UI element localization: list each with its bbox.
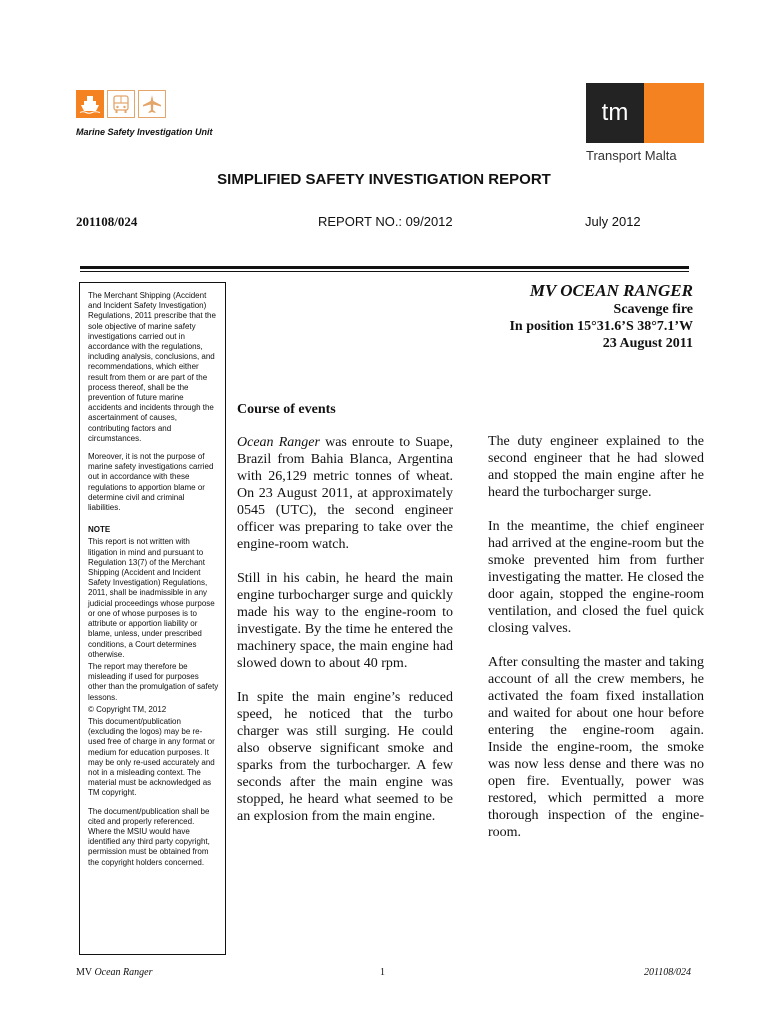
vessel-heading	[509, 281, 693, 352]
disclaimer-box	[79, 282, 226, 955]
bus-icon	[107, 90, 135, 118]
note-paragraph: The report may therefore be misleading if used for purposes other than the promulgation of safety lessons.	[88, 661, 219, 702]
body-paragraph: Still in his cabin, he heard the main engine turbocharger surge and quickly made his way to the engine-room to investigate. By the time he entered the machinery space, the main engine had slowed down to about 40 rpm.	[237, 571, 453, 671]
tm-logo-caption: Transport Malta	[586, 148, 677, 163]
divider-thin	[80, 271, 689, 272]
incident-type: Scavenge fire	[613, 302, 693, 317]
footer-ship: Ocean Ranger	[94, 967, 153, 978]
report-number: REPORT NO.: 09/2012	[318, 214, 453, 229]
note-label: NOTE	[88, 525, 111, 535]
body-column-left	[237, 434, 453, 842]
footer-prefix: MV	[76, 967, 95, 978]
report-date: July 2012	[585, 214, 641, 229]
body-paragraph: In spite the main engine’s reduced speed, he noticed that the turbo charger was still surging. He could also observe significant smoke and sparks from the turbocharger. A few seconds after the main engine was stopped, he heard what seemed to be an explosion from the main engine.	[237, 690, 453, 824]
incident-date: 23 August 2011	[602, 336, 693, 351]
body-paragraph: The duty engineer explained to the second engineer that he had slowed and stopped the main engine after he heard the turbocharger surge.	[488, 434, 704, 500]
note-paragraph: This document/publication (excluding the logos) may be re-used free of charge in any format or medium for education purposes. It may be only re-used accurately and not in a misleading context. The material must be acknowledged as TM copyright.	[88, 716, 215, 798]
body-paragraph	[237, 434, 453, 553]
note-paragraph: The document/publication shall be cited and properly referenced. Where the MSIU would have identified any third party copyright, permission must be obtained from the copyright holders concerned.	[88, 806, 210, 867]
tm-logo: tm	[586, 83, 644, 143]
msiu-logo	[76, 90, 166, 118]
vessel-position: In position 15°31.6’S 38°7.1’W	[509, 319, 693, 334]
page-number: 1	[380, 967, 385, 978]
ship-name: Ocean Ranger	[237, 435, 320, 450]
paragraph-text: was enroute to Suape, Brazil from Bahia Blanca, Argentina with 26,129 metric tonnes of wheat. On 23 August 2011, at approximately 0545 (UTC), the second engineer officer was preparing to take over the engine-room watch.	[237, 435, 453, 552]
footer-reference: 201108/024	[643, 967, 691, 978]
disclaimer-paragraph: The Merchant Shipping (Accident and Incident Safety Investigation) Regulations, 2011 prescribe that the sole objective of marine safety investigations carried out in accordance with the regulations, including analysis, conclusions, and recommendations, which either result from them or are part of the process thereof, shall be the prevention of future marine accidents and incidents through the ascertainment of causes, contributing factors and circumstances.	[88, 291, 216, 443]
report-title: SIMPLIFIED SAFETY INVESTIGATION REPORT	[217, 171, 551, 188]
divider-thick	[80, 266, 689, 269]
footer-ship-name	[76, 967, 152, 978]
ship-icon	[76, 90, 104, 118]
note-paragraph: This report is not written with litigation in mind and pursuant to Regulation 13(7) of the Merchant Shipping (Accident and Incident Safety Investigation) Regulations, 2011, shall be inadmissible in any judicial proceedings whose purpose or one of whose purposes is to attribute or apportion liability or blame, unless, under prescribed conditions, a Court determines otherwise.	[88, 537, 215, 659]
section-heading: Course of events	[237, 402, 336, 417]
body-paragraph: In the meantime, the chief engineer had arrived at the engine-room but the smoke prevented him from further investigating the matter. He closed the door again, stopped the engine-room ventilation, and closed the fuel quick closing valves.	[488, 519, 704, 636]
copyright-notice: © Copyright TM, 2012	[88, 704, 167, 714]
airplane-icon	[138, 90, 166, 118]
report-reference: 201108/024	[76, 214, 138, 229]
unit-name: Marine Safety Investigation Unit	[76, 127, 213, 137]
disclaimer-paragraph: Moreover, it is not the purpose of marine safety investigations carried out in accordance with these regulations to apportion blame or determine civil and criminal liabilities.	[88, 452, 214, 513]
body-paragraph: After consulting the master and taking account of all the crew members, he activated the foam fixed installation and waited for about one hour before entering the engine-room again. Inside the engine-room, the smoke was now less dense and there was no open fire. Eventually, power was restored, which permitted a more thorough inspection of the engine-room.	[488, 655, 704, 840]
body-column-right	[488, 433, 704, 858]
tm-logo-orange-block	[644, 83, 704, 143]
vessel-name: MV OCEAN RANGER	[529, 281, 693, 300]
